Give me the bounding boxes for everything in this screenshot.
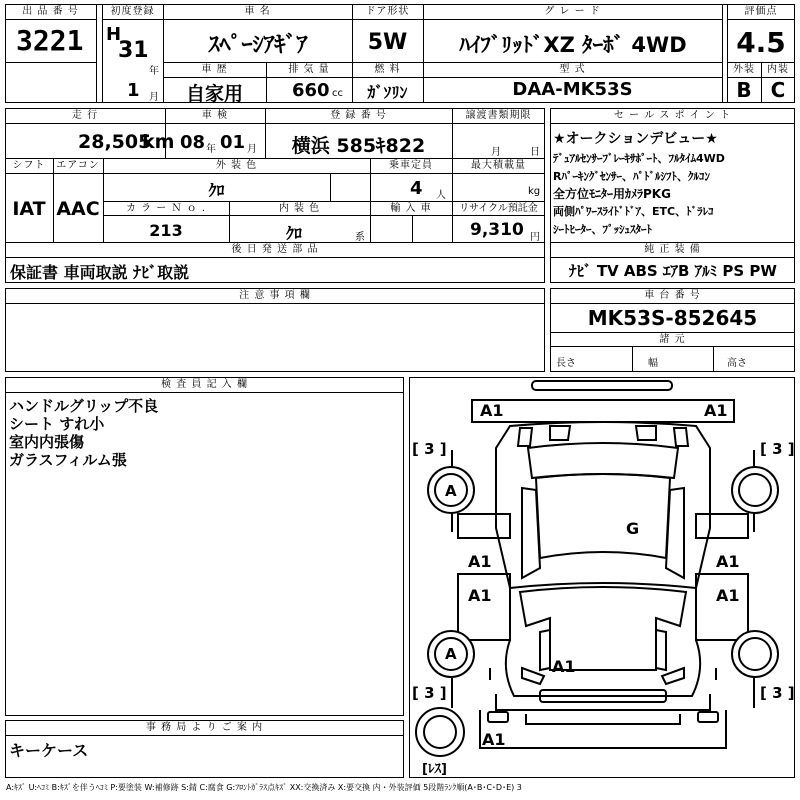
color-number-label: カ ラ ー Ｎ ｏ . — [125, 203, 207, 214]
spec-width: 幅 — [648, 358, 658, 369]
recycle-unit: 円 — [530, 232, 540, 243]
mark-a1-mid-right-2: A1 — [716, 586, 740, 605]
inspector-note-2: シート すれ小 — [9, 415, 105, 433]
interior-color: ｸﾛ — [285, 224, 302, 243]
recycle-label: リサイクル預託金 — [459, 203, 538, 214]
legend: A:ｷｽﾞ U:ﾍｺﾐ B:ｷｽﾞを伴うﾍｺﾐ P:要塗装 W:補修跡 S:錆 C:腐食 G:ﾌﾛﾝﾄｶﾞﾗｽ点ｷｽﾞ XX:交換済み X:要交換 内・外装評価 5段階ﾗﾝｸ順(A･B･C･D･E) 3 — [6, 783, 522, 792]
door-label: ドア形状 — [365, 6, 410, 17]
era: H — [106, 24, 122, 45]
interior-label: 内装 — [767, 64, 789, 75]
sales-point-3: Rﾊﾟｰｷﾝｸﾞｾﾝｻｰ、ﾊﾟﾄﾞﾙｼﾌﾄ、ｸﾙｺﾝ — [553, 170, 710, 183]
chassis-label: 車 台 番 号 — [644, 290, 701, 301]
mark-tire-top-left: [ 3 ] — [412, 440, 447, 458]
mark-a1-rear: A1 — [552, 657, 576, 676]
shift-label: シフト — [12, 160, 46, 171]
mark-a-rear-left-wheel: A — [445, 645, 457, 663]
mark-a1-bottom: A1 — [482, 730, 506, 749]
office-value: キーケース — [9, 741, 89, 760]
car-outline — [410, 378, 796, 779]
capacity: 4 — [410, 178, 423, 199]
mark-a1-top-left: A1 — [480, 401, 504, 420]
capacity-unit: 人 — [436, 190, 446, 201]
sales-points-label: セ ー ル ス ポ イ ン ト — [613, 110, 732, 121]
inspector-label: 検 査 員 記 入 欄 — [161, 379, 248, 390]
year-unit: 年 — [149, 66, 159, 77]
mark-g-windshield: G — [626, 519, 640, 538]
displacement: 660 — [292, 80, 330, 101]
color-number: 213 — [149, 221, 183, 240]
transfer-month: 月 — [491, 147, 501, 158]
mark-a1-mid-right-1: A1 — [716, 552, 740, 571]
inspector-note-1: ハンドルグリップ不良 — [9, 397, 159, 415]
interior-grade: C — [770, 78, 786, 102]
inspection-label: 車 検 — [201, 110, 229, 121]
inspector-note-4: ガラスフィルム張 — [9, 451, 127, 469]
max-load-unit: kg — [528, 186, 541, 197]
mileage-label: 走 行 — [71, 110, 99, 121]
fuel-label: 燃 料 — [374, 64, 401, 75]
month-unit: 月 — [149, 92, 159, 103]
mark-tire-top-right: [ 3 ] — [760, 440, 795, 458]
max-load-label: 最大積載量 — [471, 160, 526, 171]
damage-diagram — [409, 377, 795, 778]
mark-a1-top-right: A1 — [704, 401, 728, 420]
transfer-deadline-label: 譲渡書類期限 — [465, 110, 532, 121]
lot-number-label: 出 品 番 号 — [22, 6, 79, 17]
first-registration-label: 初度登録 — [110, 6, 155, 17]
history-label: 車 歴 — [201, 64, 228, 75]
parts-value: 保証書 車両取説 ﾅﾋﾞ取説 — [10, 263, 190, 282]
sales-point-5: 両側ﾊﾟﾜｰｽﾗｲﾄﾞﾄﾞｱ、ETC、ﾄﾞﾗﾚｺ — [553, 205, 714, 218]
mark-a1-mid-left-2: A1 — [468, 586, 492, 605]
import-label: 輸 入 車 — [390, 203, 432, 214]
displacement-label: 排 気 量 — [288, 64, 330, 75]
sales-point-1: ★オークションデビュー★ — [553, 131, 718, 147]
registration-label: 登 録 番 号 — [330, 110, 387, 121]
inspection-year: 08 — [180, 132, 206, 153]
equipment-label: 純 正 装 備 — [644, 244, 701, 255]
exterior-grade: B — [736, 78, 752, 102]
recycle-deposit: 9,310 — [470, 220, 524, 240]
car-name: ｽﾍﾟｰｼｱｷﾞｱ — [208, 33, 308, 58]
displacement-unit: cc — [332, 88, 343, 99]
inspector-note-3: 室内内張傷 — [9, 433, 85, 451]
mark-tire-bottom-left: [ 3 ] — [412, 684, 447, 702]
sales-point-4: 全方位ﾓﾆﾀｰ用ｶﾒﾗPKG — [553, 187, 671, 201]
parts-label: 後 日 発 送 部 品 — [231, 244, 319, 255]
mark-a-front-left-wheel: A — [445, 482, 457, 500]
reg-month: 1 — [127, 80, 140, 101]
fuel: ｶﾞｿﾘﾝ — [367, 83, 408, 102]
sales-point-6: ｼｰﾄﾋｰﾀｰ、ﾌﾟｯｼｭｽﾀｰﾄ — [553, 223, 652, 236]
mark-spare: [ﾚｽ] — [422, 762, 447, 777]
grade: ﾊｲﾌﾞﾘｯﾄﾞXZ ﾀｰﾎﾞ 4WD — [459, 33, 687, 57]
history: 自家用 — [185, 83, 243, 105]
registration-number: 横浜 585ｷ822 — [291, 135, 426, 157]
reg-year: 31 — [118, 38, 149, 63]
spec-length: 長さ — [556, 358, 576, 369]
equipment-value: ﾅﾋﾞ TV ABS ｴｱB ｱﾙﾐ PS PW — [569, 262, 777, 280]
spec-height: 高さ — [727, 358, 747, 369]
exterior-color: ｸﾛ — [208, 181, 225, 200]
lot-number: 3221 — [16, 24, 84, 57]
mileage-unit: km — [142, 131, 175, 153]
inspection-month-unit: 月 — [247, 144, 257, 155]
model: DAA-MK53S — [512, 79, 633, 100]
capacity-label: 乗車定員 — [389, 160, 433, 171]
specs-label: 諸 元 — [659, 334, 686, 345]
shift: IAT — [12, 198, 46, 220]
interior-color-label: 内 装 色 — [278, 203, 321, 214]
office-label: 事 務 局 よ り ご 案 内 — [145, 722, 264, 733]
door-type: 5W — [367, 30, 408, 55]
transfer-day: 日 — [530, 147, 540, 158]
mark-a1-mid-left-1: A1 — [468, 552, 492, 571]
car-name-label: 車 名 — [244, 6, 271, 17]
inspection-year-unit: 年 — [206, 144, 216, 155]
ac: AAC — [56, 198, 100, 220]
notes-label: 注 意 事 項 欄 — [239, 290, 311, 301]
model-label: 型 式 — [559, 64, 586, 75]
ac-label: エアコン — [56, 160, 100, 171]
score-label: 評価点 — [744, 6, 778, 17]
inspection-month: 01 — [220, 132, 246, 153]
score: 4.5 — [736, 26, 786, 59]
interior-color-unit: 系 — [355, 232, 365, 243]
grade-label: グ レ ー ド — [544, 6, 601, 17]
chassis-number: MK53S-852645 — [587, 306, 758, 330]
sales-point-2: ﾃﾞｭｱﾙｾﾝｻｰﾌﾞﾚｰｷｻﾎﾟｰﾄ、ﾌﾙﾀｲﾑ4WD — [553, 152, 725, 165]
exterior-label: 外装 — [733, 64, 755, 75]
mark-tire-bottom-right: [ 3 ] — [760, 684, 795, 702]
exterior-color-label: 外 装 色 — [215, 160, 258, 171]
mileage: 28,505 — [78, 131, 152, 153]
